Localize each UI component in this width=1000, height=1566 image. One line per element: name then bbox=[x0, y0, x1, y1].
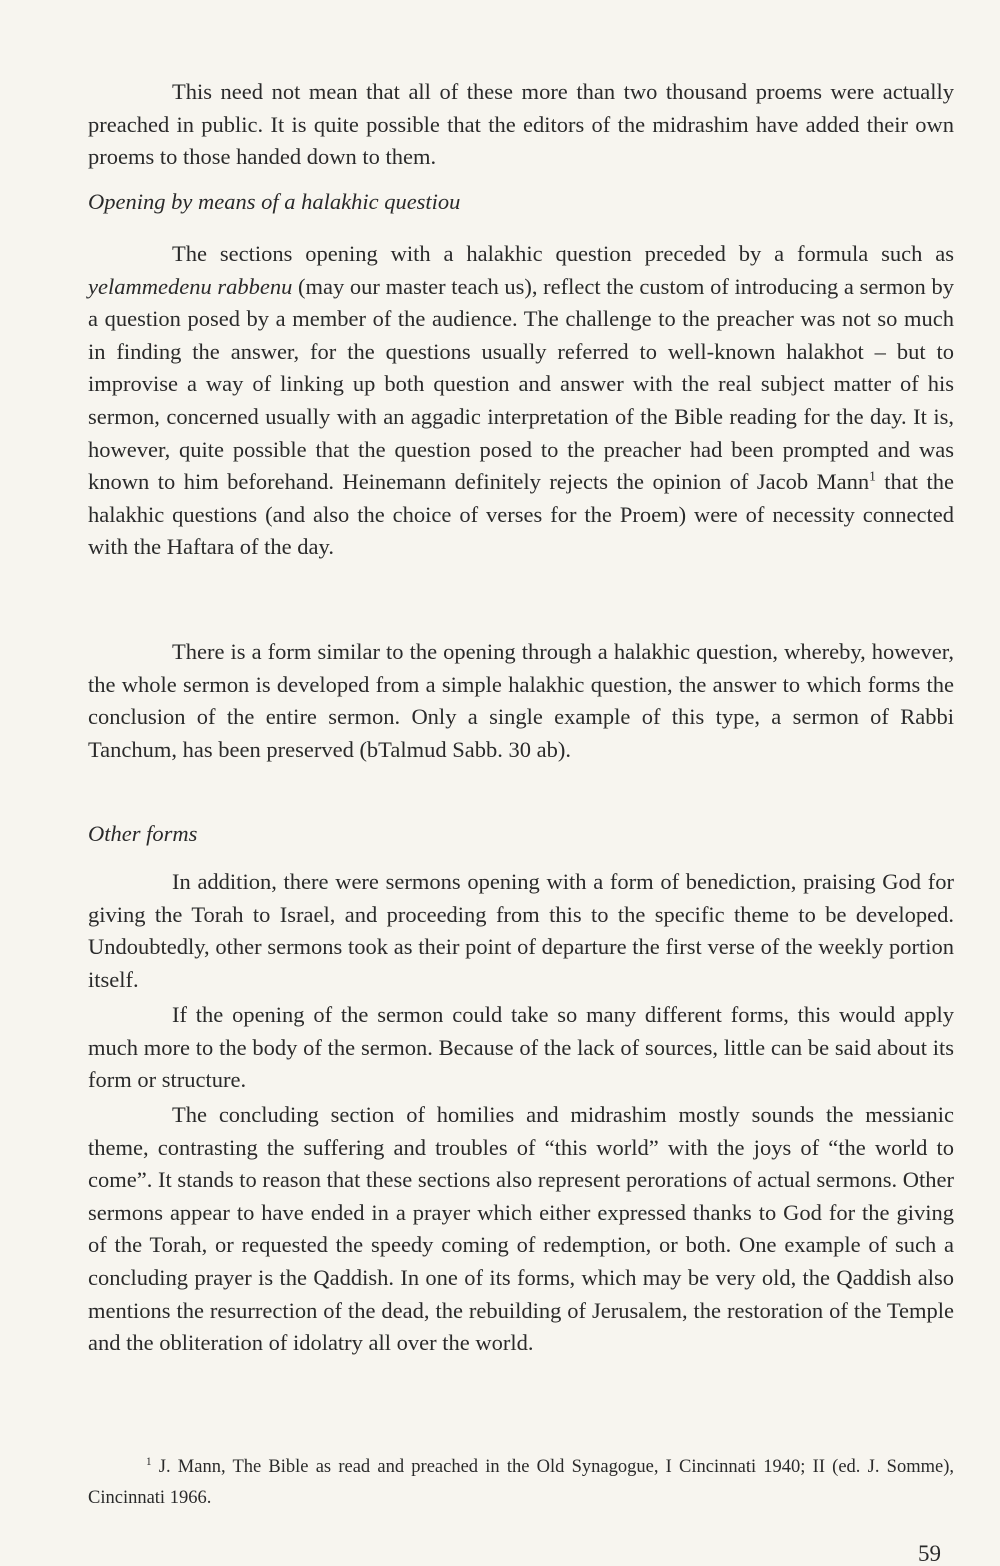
paragraph-body-of-sermon: If the opening of the sermon could take so many different forms, this would apply much more to the body of the sermon. Because of the lack of sources, little can be said about its form or structure. bbox=[88, 1002, 954, 1093]
paragraph-benediction: In addition, there were sermons opening with a form of benediction, praising God for giving the Torah to Israel, and proceeding from this to the specific theme to be developed. Undoubtedly, other sermons took as their point of departure the first verse of the weekly portion itself. bbox=[88, 869, 954, 992]
paragraph-similar-form: There is a form similar to the opening through a halakhic question, whereby, however, the whole sermon is developed from a simple halakhic question, the answer to which forms the conclusion of the entire sermon. Only a single example of this type, a sermon of Rabbi Tanchum, has been preserved (bTalmud Sabb. 30 ab). bbox=[88, 639, 954, 762]
footnote-marker: 1 bbox=[146, 1455, 152, 1468]
footnote bbox=[88, 1452, 954, 1514]
paragraph-text: (may our master teach us), reflect the custom of introducing a sermon by a question posed by a member of the audience. The challenge to the preacher was not so much in finding the answer, for the questions usually referred to well-known halakhot – but to improvise a way of linking up both question and answer with the real subject matter of his sermon, concerned usually with an aggadic interpretation of the Bible reading for the day. It is, however, quite possible that the question posed to the preacher had been prompted and was known to him beforehand. Heinemann definitely rejects the opinion of Jacob Mann bbox=[88, 273, 954, 495]
term-yelammedenu-rabbenu: yelammedenu rabbenu bbox=[88, 273, 293, 299]
footnote-text: J. Mann, The Bible as read and preached in the Old Synagogue, I Cincinnati 1940; II (ed. J. Somme), Cincinnati 1966. bbox=[88, 1457, 954, 1508]
paragraph-text: The sections opening with a halakhic question preceded by a formula such as bbox=[172, 241, 954, 266]
section-heading-halakhic-question: Opening by means of a halakhic questiou bbox=[88, 189, 461, 214]
section-heading-other-forms: Other forms bbox=[88, 821, 198, 846]
footnote-reference: 1 bbox=[869, 468, 876, 484]
paragraph-halakhic-question bbox=[88, 238, 954, 564]
page-number: 59 bbox=[918, 1541, 941, 1566]
paragraph-intro-text: This need not mean that all of these more than two thousand proems were actually preached in public. It is quite possible that the editors of the midrashim have added their own proems to those handed down to them. bbox=[88, 79, 954, 170]
paragraph-concluding-section: The concluding section of homilies and midrashim mostly sounds the messianic theme, contrasting the suffering and troubles of “this world” with the joys of “the world to come”. It stands to reason that these sections also represent perorations of actual sermons. Other sermons appear to have ended in a prayer which either expressed thanks to God for the giving of the Torah, or requested the speedy coming of redemption, or both. One example of such a concluding prayer is the Qaddish. In one of its forms, which may be very old, the Qaddish also mentions the resurrection of the dead, the rebuilding of Jerusalem, the restoration of the Temple and the obliteration of idolatry all over the world. bbox=[88, 1102, 954, 1356]
paragraph-text: that the halakhic questions (and also the choice of verses for the Proem) were of necessity connected with the Haftara of the day. bbox=[88, 469, 954, 560]
paragraph-intro bbox=[88, 76, 954, 174]
